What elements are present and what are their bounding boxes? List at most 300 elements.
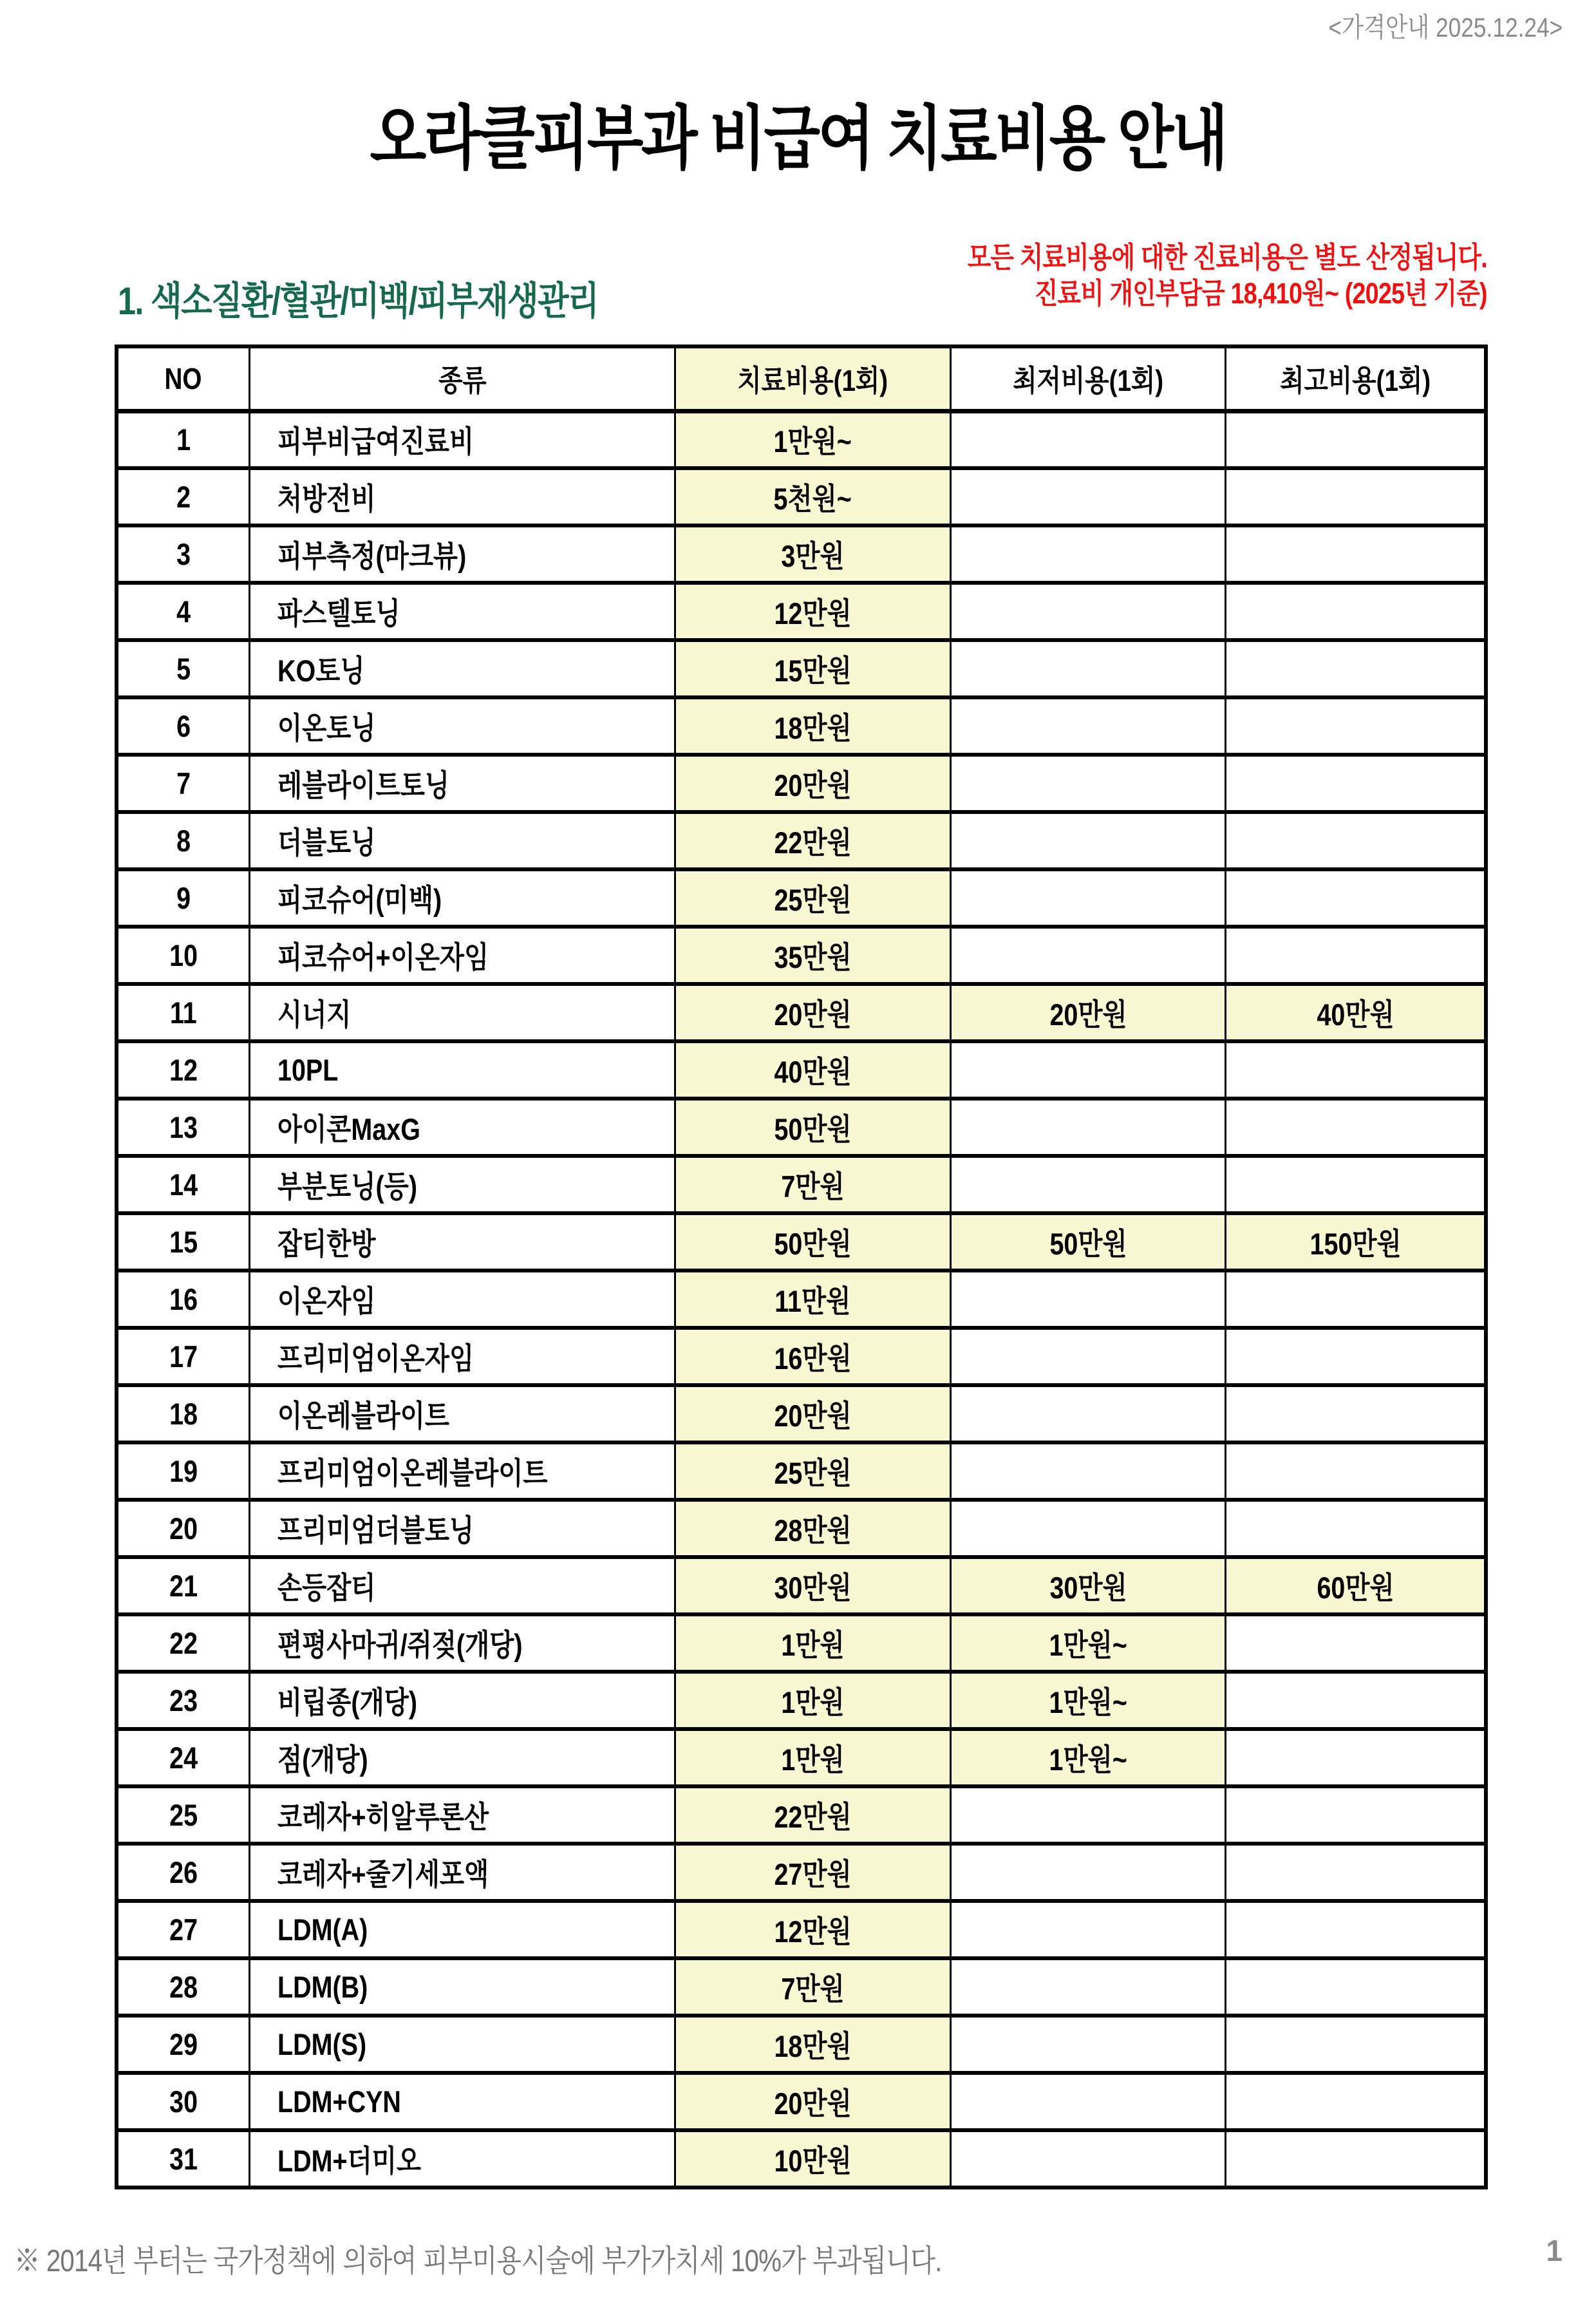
treatment-cost-label: 10만원 bbox=[774, 2144, 852, 2178]
row-no-label: 24 bbox=[169, 1741, 198, 1775]
treatment-name bbox=[249, 1500, 675, 1557]
max-cost bbox=[1226, 468, 1486, 525]
price-notice-date bbox=[1284, 6, 1563, 45]
column-header-min-cost: 최저비용(1회) bbox=[950, 346, 1226, 411]
price-notice-date-label: <가격안내 2025.12.24> bbox=[1328, 12, 1563, 43]
row-no bbox=[117, 755, 249, 812]
treatment-cost-label: 22만원 bbox=[774, 826, 852, 860]
treatment-name-label: KO토닝 bbox=[277, 654, 365, 688]
table-row bbox=[117, 1786, 1486, 1844]
treatment-cost bbox=[675, 1557, 951, 1614]
row-no bbox=[117, 525, 249, 583]
row-no bbox=[117, 1328, 249, 1385]
treatment-cost bbox=[675, 468, 951, 525]
table-row bbox=[117, 984, 1486, 1041]
row-no-label: 25 bbox=[169, 1798, 198, 1832]
treatment-cost bbox=[675, 812, 951, 869]
treatment-cost bbox=[675, 1099, 951, 1156]
table-row bbox=[117, 755, 1486, 812]
treatment-name bbox=[249, 755, 675, 812]
row-no bbox=[117, 1786, 249, 1844]
treatment-cost bbox=[675, 525, 951, 583]
treatment-name-label: LDM(A) bbox=[277, 1913, 368, 1947]
treatment-cost-label: 15만원 bbox=[774, 654, 852, 688]
min-cost bbox=[950, 1958, 1226, 2016]
treatment-name-label: 피부측정(마크뷰) bbox=[277, 539, 467, 573]
table-row bbox=[117, 1385, 1486, 1442]
treatment-name-label: 이온자임 bbox=[277, 1284, 376, 1318]
table-row bbox=[117, 697, 1486, 755]
treatment-name bbox=[249, 1041, 675, 1099]
row-no-label: 16 bbox=[169, 1282, 198, 1316]
treatment-name bbox=[249, 927, 675, 984]
min-cost bbox=[950, 755, 1226, 812]
min-cost bbox=[950, 812, 1226, 869]
treatment-cost bbox=[675, 1614, 951, 1672]
max-cost bbox=[1226, 2073, 1486, 2130]
min-cost bbox=[950, 1844, 1226, 1901]
treatment-cost bbox=[675, 927, 951, 984]
min-cost bbox=[950, 1442, 1226, 1500]
row-no bbox=[117, 1614, 249, 1672]
row-no bbox=[117, 2073, 249, 2130]
row-no-label: 4 bbox=[176, 594, 191, 628]
treatment-cost bbox=[675, 1041, 951, 1099]
treatment-name-label: LDM+더미오 bbox=[277, 2144, 421, 2178]
treatment-cost bbox=[675, 1958, 951, 2016]
treatment-name bbox=[249, 2073, 675, 2130]
max-cost bbox=[1226, 1901, 1486, 1958]
treatment-name-label: 코레자+줄기세포액 bbox=[277, 1857, 489, 1891]
row-no-label: 10 bbox=[169, 938, 198, 972]
treatment-cost bbox=[675, 1328, 951, 1385]
table-row bbox=[117, 525, 1486, 583]
min-cost bbox=[950, 1041, 1226, 1099]
treatment-cost-label: 27만원 bbox=[774, 1857, 852, 1891]
treatment-name bbox=[249, 1099, 675, 1156]
row-no-label: 13 bbox=[169, 1110, 198, 1144]
treatment-cost bbox=[675, 583, 951, 640]
row-no-label: 8 bbox=[176, 824, 191, 858]
table-row bbox=[117, 1614, 1486, 1672]
row-no-label: 22 bbox=[169, 1626, 198, 1660]
row-no bbox=[117, 1500, 249, 1557]
treatment-cost bbox=[675, 697, 951, 755]
min-cost-label: 1만원~ bbox=[1049, 1743, 1127, 1777]
max-cost bbox=[1226, 697, 1486, 755]
min-cost bbox=[950, 1672, 1226, 1729]
treatment-name bbox=[249, 2016, 675, 2073]
table-header bbox=[117, 346, 1486, 411]
treatment-name bbox=[249, 1786, 675, 1844]
max-cost bbox=[1226, 869, 1486, 927]
treatment-cost-label: 40만원 bbox=[774, 1055, 852, 1089]
min-cost bbox=[950, 1557, 1226, 1614]
table-header-row bbox=[117, 346, 1486, 411]
treatment-name-label: LDM+CYN bbox=[277, 2084, 401, 2119]
row-no bbox=[117, 1672, 249, 1729]
table-row bbox=[117, 411, 1486, 468]
treatment-cost-label: 18만원 bbox=[774, 711, 852, 745]
table-row bbox=[117, 1901, 1486, 1958]
max-cost bbox=[1226, 1041, 1486, 1099]
treatment-cost bbox=[675, 411, 951, 468]
min-cost bbox=[950, 984, 1226, 1041]
treatment-name-label: 파스텔토닝 bbox=[277, 596, 400, 630]
max-cost bbox=[1226, 2130, 1486, 2188]
max-cost bbox=[1226, 1844, 1486, 1901]
treatment-name bbox=[249, 1328, 675, 1385]
row-no bbox=[117, 640, 249, 697]
max-cost bbox=[1226, 1786, 1486, 1844]
row-no-label: 2 bbox=[176, 480, 191, 514]
column-header-max-cost: 최고비용(1회) bbox=[1226, 346, 1486, 411]
table-row bbox=[117, 1328, 1486, 1385]
treatment-name-label: 프리미엄더블토닝 bbox=[277, 1513, 474, 1547]
row-no-label: 12 bbox=[169, 1053, 198, 1087]
treatment-cost bbox=[675, 1385, 951, 1442]
notice-line-1: 모든 치료비용에 대한 진료비용은 별도 산정됩니다. bbox=[967, 241, 1487, 274]
page-title-label: 오라클피부과 비급여 치료비용 안내 bbox=[370, 99, 1226, 177]
row-no bbox=[117, 468, 249, 525]
row-no-label: 7 bbox=[176, 766, 191, 800]
min-cost-label: 20만원 bbox=[1049, 997, 1127, 1032]
row-no bbox=[117, 1213, 249, 1271]
treatment-cost-label: 30만원 bbox=[774, 1571, 852, 1605]
min-cost bbox=[950, 1729, 1226, 1786]
table-row bbox=[117, 2130, 1486, 2188]
table-row bbox=[117, 869, 1486, 927]
row-no-label: 21 bbox=[169, 1569, 198, 1603]
treatment-cost-label: 50만원 bbox=[774, 1112, 852, 1146]
max-cost bbox=[1226, 1958, 1486, 2016]
row-no-label: 31 bbox=[169, 2142, 198, 2176]
treatment-name-label: 피코슈어+이온자임 bbox=[277, 940, 489, 974]
row-no-label: 20 bbox=[169, 1511, 198, 1545]
treatment-cost-label: 20만원 bbox=[774, 2086, 852, 2121]
min-cost bbox=[950, 1213, 1226, 1271]
max-cost bbox=[1226, 411, 1486, 468]
table-row bbox=[117, 1500, 1486, 1557]
treatment-name-label: 시너지 bbox=[277, 997, 352, 1032]
row-no bbox=[117, 1041, 249, 1099]
min-cost-label: 50만원 bbox=[1049, 1227, 1127, 1261]
treatment-cost-label: 1만원~ bbox=[773, 424, 852, 459]
treatment-cost bbox=[675, 1156, 951, 1213]
treatment-name bbox=[249, 1844, 675, 1901]
min-cost-label: 30만원 bbox=[1049, 1571, 1127, 1605]
row-no-label: 30 bbox=[169, 2084, 198, 2119]
treatment-cost bbox=[675, 1901, 951, 1958]
treatment-name bbox=[249, 1442, 675, 1500]
table-row bbox=[117, 1041, 1486, 1099]
row-no bbox=[117, 697, 249, 755]
treatment-cost bbox=[675, 984, 951, 1041]
treatment-cost-label: 1만원 bbox=[781, 1743, 845, 1777]
treatment-cost bbox=[675, 1442, 951, 1500]
treatment-name bbox=[249, 697, 675, 755]
treatment-cost-label: 20만원 bbox=[774, 997, 852, 1032]
treatment-cost-label: 25만원 bbox=[774, 1456, 852, 1490]
max-cost bbox=[1226, 1614, 1486, 1672]
min-cost bbox=[950, 2073, 1226, 2130]
row-no bbox=[117, 1156, 249, 1213]
treatment-cost bbox=[675, 2073, 951, 2130]
max-cost bbox=[1226, 1672, 1486, 1729]
treatment-cost-label: 20만원 bbox=[774, 768, 852, 802]
row-no-label: 9 bbox=[176, 881, 191, 915]
min-cost bbox=[950, 1500, 1226, 1557]
table-row bbox=[117, 812, 1486, 869]
treatment-cost-label: 22만원 bbox=[774, 1800, 852, 1834]
notice-line-2: 진료비 개인부담금 18,410원~ (2025년 기준) bbox=[1035, 277, 1487, 310]
treatment-cost-label: 1만원 bbox=[781, 1628, 845, 1662]
treatment-name bbox=[249, 1672, 675, 1729]
row-no bbox=[117, 1901, 249, 1958]
row-no-label: 14 bbox=[169, 1167, 198, 1202]
treatment-name bbox=[249, 583, 675, 640]
treatment-cost-label: 7만원 bbox=[781, 1169, 845, 1204]
treatment-name-label: 이온토닝 bbox=[277, 711, 376, 745]
min-cost bbox=[950, 468, 1226, 525]
table-row bbox=[117, 927, 1486, 984]
treatment-name-label: 편평사마귀/쥐젖(개당) bbox=[277, 1628, 523, 1662]
treatment-cost-label: 3만원 bbox=[781, 539, 845, 573]
min-cost bbox=[950, 697, 1226, 755]
row-no-label: 11 bbox=[170, 996, 197, 1030]
treatment-cost-label: 1만원 bbox=[781, 1685, 845, 1719]
treatment-name bbox=[249, 869, 675, 927]
treatment-cost-label: 7만원 bbox=[781, 1972, 845, 2006]
page-number: 1 bbox=[1546, 2234, 1563, 2267]
min-cost bbox=[950, 411, 1226, 468]
max-cost bbox=[1226, 1729, 1486, 1786]
treatment-cost bbox=[675, 1213, 951, 1271]
treatment-name bbox=[249, 468, 675, 525]
treatment-name-label: 피코슈어(미백) bbox=[277, 883, 442, 917]
max-cost bbox=[1226, 755, 1486, 812]
row-no-label: 6 bbox=[176, 709, 191, 743]
treatment-name bbox=[249, 2130, 675, 2188]
table-row bbox=[117, 1557, 1486, 1614]
row-no bbox=[117, 984, 249, 1041]
row-no bbox=[117, 1557, 249, 1614]
section-heading bbox=[118, 270, 690, 326]
row-no bbox=[117, 1099, 249, 1156]
table-row bbox=[117, 1213, 1486, 1271]
treatment-cost bbox=[675, 2130, 951, 2188]
max-cost bbox=[1226, 1328, 1486, 1385]
min-cost-label: 1만원~ bbox=[1049, 1628, 1127, 1662]
table-row bbox=[117, 1729, 1486, 1786]
min-cost bbox=[950, 1901, 1226, 1958]
row-no bbox=[117, 583, 249, 640]
treatment-cost-label: 50만원 bbox=[774, 1227, 852, 1261]
treatment-cost bbox=[675, 1500, 951, 1557]
treatment-cost-label: 18만원 bbox=[774, 2029, 852, 2063]
treatment-name-label: 점(개당) bbox=[277, 1743, 368, 1777]
min-cost bbox=[950, 2130, 1226, 2188]
row-no bbox=[117, 1844, 249, 1901]
column-header-type: 종류 bbox=[249, 346, 675, 411]
min-cost bbox=[950, 525, 1226, 583]
row-no bbox=[117, 812, 249, 869]
row-no-label: 19 bbox=[169, 1454, 198, 1488]
min-cost bbox=[950, 1786, 1226, 1844]
row-no-label: 17 bbox=[169, 1339, 198, 1374]
min-cost bbox=[950, 640, 1226, 697]
treatment-name bbox=[249, 525, 675, 583]
table-row bbox=[117, 583, 1486, 640]
treatment-name-label: 처방전비 bbox=[277, 482, 376, 516]
table-row bbox=[117, 1844, 1486, 1901]
treatment-name bbox=[249, 1729, 675, 1786]
treatment-name bbox=[249, 1271, 675, 1328]
row-no bbox=[117, 1442, 249, 1500]
table-row bbox=[117, 640, 1486, 697]
row-no-label: 27 bbox=[169, 1913, 198, 1947]
table-row bbox=[117, 1156, 1486, 1213]
min-cost bbox=[950, 1099, 1226, 1156]
max-cost bbox=[1226, 1500, 1486, 1557]
row-no-label: 5 bbox=[176, 652, 191, 686]
row-no bbox=[117, 1729, 249, 1786]
treatment-cost-label: 28만원 bbox=[774, 1513, 852, 1547]
row-no bbox=[117, 1958, 249, 2016]
table-row bbox=[117, 1271, 1486, 1328]
treatment-cost bbox=[675, 1729, 951, 1786]
max-cost bbox=[1226, 927, 1486, 984]
table-row bbox=[117, 1672, 1486, 1729]
treatment-name bbox=[249, 1385, 675, 1442]
treatment-name-label: 아이콘MaxG bbox=[277, 1112, 420, 1146]
treatment-name-label: 손등잡티 bbox=[277, 1571, 376, 1605]
treatment-cost-label: 12만원 bbox=[774, 1914, 852, 1949]
row-no bbox=[117, 411, 249, 468]
section-heading-label: 1. 색소질환/혈관/미백/피부재생관리 bbox=[118, 279, 599, 323]
row-no-label: 15 bbox=[169, 1225, 198, 1259]
max-cost bbox=[1226, 1213, 1486, 1271]
min-cost bbox=[950, 1614, 1226, 1672]
treatment-cost bbox=[675, 1844, 951, 1901]
table-row bbox=[117, 2073, 1486, 2130]
row-no-label: 29 bbox=[169, 2027, 198, 2061]
treatment-cost-label: 35만원 bbox=[774, 940, 852, 974]
row-no-label: 28 bbox=[169, 1970, 198, 2004]
min-cost bbox=[950, 1385, 1226, 1442]
max-cost-label: 60만원 bbox=[1317, 1571, 1394, 1605]
column-header-no: NO bbox=[117, 346, 249, 411]
treatment-cost bbox=[675, 755, 951, 812]
table-body bbox=[117, 411, 1486, 2188]
consultation-fee-notice bbox=[868, 240, 1487, 312]
row-no bbox=[117, 1271, 249, 1328]
table-row bbox=[117, 2016, 1486, 2073]
page-title bbox=[0, 82, 1596, 182]
min-cost-label: 1만원~ bbox=[1049, 1685, 1127, 1719]
row-no bbox=[117, 2016, 249, 2073]
row-no bbox=[117, 869, 249, 927]
row-no bbox=[117, 927, 249, 984]
treatment-name-label: 부분토닝(등) bbox=[277, 1169, 417, 1204]
min-cost bbox=[950, 1328, 1226, 1385]
max-cost-label: 40만원 bbox=[1317, 997, 1394, 1032]
treatment-name bbox=[249, 1901, 675, 1958]
min-cost bbox=[950, 869, 1226, 927]
treatment-name-label: 이온레블라이트 bbox=[277, 1399, 449, 1433]
treatment-name bbox=[249, 812, 675, 869]
treatment-name-label: 더블토닝 bbox=[277, 826, 376, 860]
treatment-name-label: 10PL bbox=[277, 1053, 339, 1087]
treatment-name-label: 프리미엄이온자임 bbox=[277, 1341, 474, 1375]
row-no bbox=[117, 1385, 249, 1442]
treatment-cost bbox=[675, 1271, 951, 1328]
treatment-cost-label: 12만원 bbox=[774, 596, 852, 630]
treatment-name-label: 레블라이트토닝 bbox=[277, 768, 449, 802]
min-cost bbox=[950, 1271, 1226, 1328]
max-cost bbox=[1226, 640, 1486, 697]
min-cost bbox=[950, 583, 1226, 640]
treatment-name bbox=[249, 411, 675, 468]
treatment-name-label: 프리미엄이온레블라이트 bbox=[277, 1456, 548, 1490]
treatment-name-label: 코레자+히알루론산 bbox=[277, 1800, 489, 1834]
treatment-cost-label: 16만원 bbox=[774, 1341, 852, 1375]
treatment-name bbox=[249, 1156, 675, 1213]
treatment-name bbox=[249, 640, 675, 697]
min-cost bbox=[950, 927, 1226, 984]
row-no-label: 3 bbox=[176, 537, 191, 571]
treatment-name-label: 피부비급여진료비 bbox=[277, 424, 474, 459]
treatment-cost bbox=[675, 2016, 951, 2073]
treatment-cost-label: 25만원 bbox=[774, 883, 852, 917]
max-cost bbox=[1226, 1442, 1486, 1500]
row-no-label: 23 bbox=[169, 1683, 198, 1717]
max-cost-label: 150만원 bbox=[1310, 1227, 1402, 1261]
table-row bbox=[117, 1442, 1486, 1500]
treatment-cost-label: 5천원~ bbox=[773, 482, 852, 516]
treatment-name-label: 잡티한방 bbox=[277, 1227, 376, 1261]
row-no-label: 26 bbox=[169, 1855, 198, 1889]
treatment-name bbox=[249, 1557, 675, 1614]
treatment-name bbox=[249, 1614, 675, 1672]
max-cost bbox=[1226, 1099, 1486, 1156]
max-cost bbox=[1226, 984, 1486, 1041]
max-cost bbox=[1226, 525, 1486, 583]
vat-footnote: ※ 2014년 부터는 국가정책에 의하여 피부미용시술에 부가가치세 10%가 부과됩니다. bbox=[14, 2244, 942, 2278]
treatment-cost bbox=[675, 1786, 951, 1844]
treatment-name-label: 비립종(개당) bbox=[277, 1685, 417, 1719]
row-no-label: 18 bbox=[169, 1397, 198, 1431]
table-row bbox=[117, 468, 1486, 525]
max-cost bbox=[1226, 1271, 1486, 1328]
treatment-cost-label: 11만원 bbox=[775, 1284, 851, 1318]
treatment-price-table bbox=[115, 345, 1488, 2189]
treatment-name-label: LDM(B) bbox=[277, 1970, 368, 2004]
row-no bbox=[117, 2130, 249, 2188]
max-cost bbox=[1226, 812, 1486, 869]
treatment-name bbox=[249, 1213, 675, 1271]
treatment-cost bbox=[675, 869, 951, 927]
treatment-cost bbox=[675, 640, 951, 697]
max-cost bbox=[1226, 1385, 1486, 1442]
max-cost bbox=[1226, 2016, 1486, 2073]
treatment-name-label: LDM(S) bbox=[277, 2027, 366, 2061]
min-cost bbox=[950, 1156, 1226, 1213]
min-cost bbox=[950, 2016, 1226, 2073]
treatment-cost bbox=[675, 1672, 951, 1729]
column-header-cost: 치료비용(1회) bbox=[675, 346, 951, 411]
table-row bbox=[117, 1099, 1486, 1156]
